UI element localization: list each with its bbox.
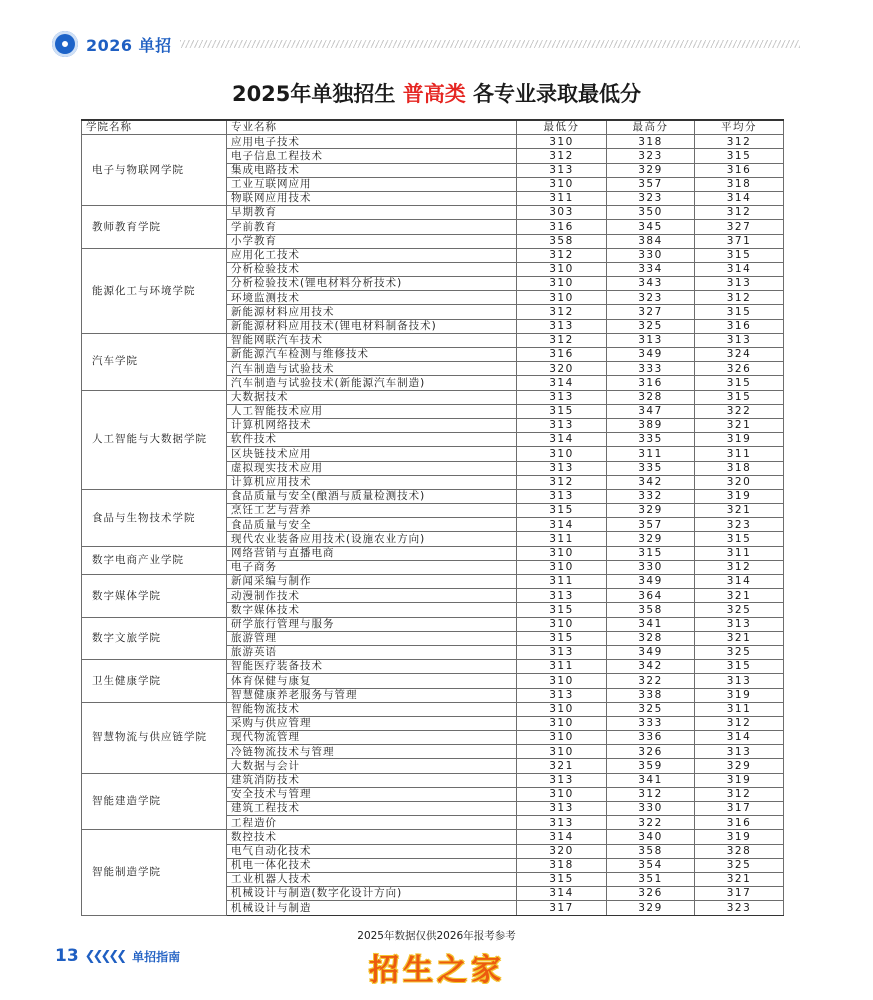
max-score-cell: 341 xyxy=(607,617,695,631)
major-name-cell: 数字媒体技术 xyxy=(227,603,517,617)
college-name-cell: 食品与生物技术学院 xyxy=(82,489,227,546)
max-score-cell: 358 xyxy=(607,844,695,858)
min-score-cell: 310 xyxy=(517,787,607,801)
avg-score-cell: 328 xyxy=(695,844,784,858)
major-name-cell: 汽车制造与试验技术(新能源汽车制造) xyxy=(227,376,517,390)
avg-score-cell: 325 xyxy=(695,858,784,872)
min-score-cell: 313 xyxy=(517,489,607,503)
major-name-cell: 计算机应用技术 xyxy=(227,475,517,489)
max-score-cell: 330 xyxy=(607,248,695,262)
major-name-cell: 区块链技术应用 xyxy=(227,447,517,461)
min-score-cell: 310 xyxy=(517,447,607,461)
min-score-cell: 312 xyxy=(517,305,607,319)
max-score-cell: 329 xyxy=(607,504,695,518)
table-row xyxy=(82,773,784,787)
major-name-cell: 人工智能技术应用 xyxy=(227,404,517,418)
major-name-cell: 网络营销与直播电商 xyxy=(227,546,517,560)
min-score-cell: 321 xyxy=(517,759,607,773)
min-score-cell: 313 xyxy=(517,645,607,659)
max-score-cell: 350 xyxy=(607,206,695,220)
avg-score-cell: 315 xyxy=(695,376,784,390)
max-score-cell: 358 xyxy=(607,603,695,617)
watermark: 招生之家 xyxy=(369,953,505,988)
page-number: 13 xyxy=(55,946,79,966)
table-row xyxy=(82,617,784,631)
major-name-cell: 智能医疗装备技术 xyxy=(227,660,517,674)
max-score-cell: 329 xyxy=(607,901,695,915)
max-score-cell: 342 xyxy=(607,475,695,489)
college-name-cell: 教师教育学院 xyxy=(82,206,227,249)
max-score-cell: 342 xyxy=(607,660,695,674)
major-name-cell: 工程造价 xyxy=(227,816,517,830)
table-body xyxy=(82,135,784,915)
avg-score-cell: 314 xyxy=(695,731,784,745)
min-score-cell: 313 xyxy=(517,688,607,702)
min-score-cell: 358 xyxy=(517,234,607,248)
max-score-cell: 323 xyxy=(607,191,695,205)
max-score-cell: 335 xyxy=(607,433,695,447)
col-header-max: 最高分 xyxy=(607,120,695,135)
max-score-cell: 329 xyxy=(607,163,695,177)
max-score-cell: 326 xyxy=(607,745,695,759)
major-name-cell: 建筑工程技术 xyxy=(227,802,517,816)
col-header-avg: 平均分 xyxy=(695,120,784,135)
min-score-cell: 310 xyxy=(517,546,607,560)
major-name-cell: 机械设计与制造 xyxy=(227,901,517,915)
major-name-cell: 应用电子技术 xyxy=(227,135,517,149)
min-score-cell: 314 xyxy=(517,376,607,390)
major-name-cell: 智能物流技术 xyxy=(227,702,517,716)
college-name-cell: 智慧物流与供应链学院 xyxy=(82,702,227,773)
major-name-cell: 电子商务 xyxy=(227,560,517,574)
max-score-cell: 322 xyxy=(607,816,695,830)
min-score-cell: 313 xyxy=(517,589,607,603)
avg-score-cell: 317 xyxy=(695,887,784,901)
college-name-cell: 人工智能与大数据学院 xyxy=(82,390,227,489)
avg-score-cell: 316 xyxy=(695,816,784,830)
avg-score-cell: 319 xyxy=(695,433,784,447)
title-highlight: 普高类 xyxy=(402,82,466,106)
avg-score-cell: 323 xyxy=(695,518,784,532)
major-name-cell: 机电一体化技术 xyxy=(227,858,517,872)
min-score-cell: 315 xyxy=(517,631,607,645)
footnote: 2025年数据仅供2026年报考参考 xyxy=(357,930,516,942)
table-row xyxy=(82,135,784,149)
max-score-cell: 328 xyxy=(607,390,695,404)
max-score-cell: 328 xyxy=(607,631,695,645)
avg-score-cell: 317 xyxy=(695,802,784,816)
min-score-cell: 313 xyxy=(517,773,607,787)
college-name-cell: 卫生健康学院 xyxy=(82,660,227,703)
major-name-cell: 食品质量与安全 xyxy=(227,518,517,532)
min-score-cell: 312 xyxy=(517,149,607,163)
page-header xyxy=(52,30,172,58)
major-name-cell: 旅游英语 xyxy=(227,645,517,659)
major-name-cell: 体育保健与康复 xyxy=(227,674,517,688)
avg-score-cell: 313 xyxy=(695,745,784,759)
min-score-cell: 313 xyxy=(517,390,607,404)
max-score-cell: 359 xyxy=(607,759,695,773)
avg-score-cell: 325 xyxy=(695,603,784,617)
avg-score-cell: 321 xyxy=(695,418,784,432)
avg-score-cell: 314 xyxy=(695,575,784,589)
avg-score-cell: 311 xyxy=(695,546,784,560)
min-score-cell: 315 xyxy=(517,603,607,617)
max-score-cell: 316 xyxy=(607,376,695,390)
avg-score-cell: 315 xyxy=(695,532,784,546)
col-header-min: 最低分 xyxy=(517,120,607,135)
max-score-cell: 357 xyxy=(607,177,695,191)
major-name-cell: 分析检验技术 xyxy=(227,262,517,276)
major-name-cell: 虚拟现实技术应用 xyxy=(227,461,517,475)
min-score-cell: 313 xyxy=(517,319,607,333)
min-score-cell: 310 xyxy=(517,731,607,745)
college-name-cell: 数字文旅学院 xyxy=(82,617,227,660)
min-score-cell: 314 xyxy=(517,518,607,532)
max-score-cell: 311 xyxy=(607,447,695,461)
max-score-cell: 345 xyxy=(607,220,695,234)
page-footer xyxy=(55,946,180,966)
min-score-cell: 310 xyxy=(517,277,607,291)
major-name-cell: 新能源材料应用技术(锂电材料制备技术) xyxy=(227,319,517,333)
avg-score-cell: 327 xyxy=(695,220,784,234)
min-score-cell: 313 xyxy=(517,163,607,177)
min-score-cell: 315 xyxy=(517,872,607,886)
min-score-cell: 310 xyxy=(517,135,607,149)
avg-score-cell: 312 xyxy=(695,787,784,801)
admission-score-table xyxy=(81,119,784,916)
title-prefix: 2025年单独招生 xyxy=(231,82,403,106)
max-score-cell: 354 xyxy=(607,858,695,872)
avg-score-cell: 315 xyxy=(695,390,784,404)
avg-score-cell: 371 xyxy=(695,234,784,248)
table-row xyxy=(82,390,784,404)
avg-score-cell: 315 xyxy=(695,660,784,674)
min-score-cell: 311 xyxy=(517,532,607,546)
col-header-major: 专业名称 xyxy=(227,120,517,135)
max-score-cell: 315 xyxy=(607,546,695,560)
min-score-cell: 312 xyxy=(517,475,607,489)
max-score-cell: 333 xyxy=(607,362,695,376)
table-row xyxy=(82,830,784,844)
max-score-cell: 333 xyxy=(607,716,695,730)
max-score-cell: 364 xyxy=(607,589,695,603)
major-name-cell: 工业互联网应用 xyxy=(227,177,517,191)
avg-score-cell: 319 xyxy=(695,773,784,787)
major-name-cell: 现代物流管理 xyxy=(227,731,517,745)
major-name-cell: 汽车制造与试验技术 xyxy=(227,362,517,376)
major-name-cell: 机械设计与制造(数字化设计方向) xyxy=(227,887,517,901)
avg-score-cell: 329 xyxy=(695,759,784,773)
max-score-cell: 323 xyxy=(607,149,695,163)
max-score-cell: 336 xyxy=(607,731,695,745)
table-header-row xyxy=(82,120,784,135)
table-row xyxy=(82,333,784,347)
max-score-cell: 335 xyxy=(607,461,695,475)
avg-score-cell: 316 xyxy=(695,163,784,177)
page-title xyxy=(0,78,873,108)
avg-score-cell: 314 xyxy=(695,191,784,205)
footer-label: 单招指南 xyxy=(132,949,181,964)
major-name-cell: 学前教育 xyxy=(227,220,517,234)
avg-score-cell: 314 xyxy=(695,262,784,276)
major-name-cell: 集成电路技术 xyxy=(227,163,517,177)
max-score-cell: 322 xyxy=(607,674,695,688)
major-name-cell: 建筑消防技术 xyxy=(227,773,517,787)
max-score-cell: 325 xyxy=(607,702,695,716)
table-row xyxy=(82,702,784,716)
max-score-cell: 341 xyxy=(607,773,695,787)
avg-score-cell: 319 xyxy=(695,830,784,844)
max-score-cell: 325 xyxy=(607,319,695,333)
major-name-cell: 现代农业装备应用技术(设施农业方向) xyxy=(227,532,517,546)
min-score-cell: 310 xyxy=(517,262,607,276)
min-score-cell: 317 xyxy=(517,901,607,915)
major-name-cell: 工业机器人技术 xyxy=(227,872,517,886)
college-name-cell: 电子与物联网学院 xyxy=(82,135,227,206)
max-score-cell: 349 xyxy=(607,645,695,659)
college-name-cell: 能源化工与环境学院 xyxy=(82,248,227,333)
min-score-cell: 310 xyxy=(517,702,607,716)
max-score-cell: 332 xyxy=(607,489,695,503)
major-name-cell: 环境监测技术 xyxy=(227,291,517,305)
major-name-cell: 烹饪工艺与营养 xyxy=(227,504,517,518)
avg-score-cell: 312 xyxy=(695,206,784,220)
table-row xyxy=(82,206,784,220)
min-score-cell: 314 xyxy=(517,830,607,844)
avg-score-cell: 311 xyxy=(695,447,784,461)
college-name-cell: 智能建造学院 xyxy=(82,773,227,830)
max-score-cell: 349 xyxy=(607,348,695,362)
major-name-cell: 分析检验技术(锂电材料分析技术) xyxy=(227,277,517,291)
max-score-cell: 343 xyxy=(607,277,695,291)
min-score-cell: 311 xyxy=(517,575,607,589)
avg-score-cell: 312 xyxy=(695,135,784,149)
avg-score-cell: 321 xyxy=(695,631,784,645)
major-name-cell: 电气自动化技术 xyxy=(227,844,517,858)
max-score-cell: 357 xyxy=(607,518,695,532)
max-score-cell: 330 xyxy=(607,802,695,816)
max-score-cell: 340 xyxy=(607,830,695,844)
max-score-cell: 313 xyxy=(607,333,695,347)
min-score-cell: 313 xyxy=(517,461,607,475)
major-name-cell: 软件技术 xyxy=(227,433,517,447)
min-score-cell: 310 xyxy=(517,617,607,631)
avg-score-cell: 326 xyxy=(695,362,784,376)
min-score-cell: 320 xyxy=(517,362,607,376)
min-score-cell: 311 xyxy=(517,660,607,674)
min-score-cell: 310 xyxy=(517,291,607,305)
avg-score-cell: 313 xyxy=(695,674,784,688)
max-score-cell: 327 xyxy=(607,305,695,319)
min-score-cell: 303 xyxy=(517,206,607,220)
max-score-cell: 312 xyxy=(607,787,695,801)
header-title: 2026 单招 xyxy=(86,35,172,55)
avg-score-cell: 324 xyxy=(695,348,784,362)
major-name-cell: 电子信息工程技术 xyxy=(227,149,517,163)
max-score-cell: 347 xyxy=(607,404,695,418)
min-score-cell: 314 xyxy=(517,433,607,447)
avg-score-cell: 319 xyxy=(695,489,784,503)
major-name-cell: 研学旅行管理与服务 xyxy=(227,617,517,631)
major-name-cell: 计算机网络技术 xyxy=(227,418,517,432)
col-header-college: 学院名称 xyxy=(82,120,227,135)
max-score-cell: 330 xyxy=(607,560,695,574)
min-score-cell: 316 xyxy=(517,220,607,234)
table-row xyxy=(82,248,784,262)
major-name-cell: 新闻采编与制作 xyxy=(227,575,517,589)
min-score-cell: 315 xyxy=(517,504,607,518)
table-row xyxy=(82,489,784,503)
avg-score-cell: 321 xyxy=(695,589,784,603)
max-score-cell: 318 xyxy=(607,135,695,149)
title-suffix: 各专业录取最低分 xyxy=(465,82,642,106)
college-name-cell: 汽车学院 xyxy=(82,333,227,390)
avg-score-cell: 315 xyxy=(695,305,784,319)
avg-score-cell: 313 xyxy=(695,277,784,291)
min-score-cell: 310 xyxy=(517,745,607,759)
max-score-cell: 329 xyxy=(607,532,695,546)
min-score-cell: 314 xyxy=(517,887,607,901)
chevrons-icon: ❮❮❮❮❮ xyxy=(84,948,125,964)
min-score-cell: 315 xyxy=(517,404,607,418)
avg-score-cell: 318 xyxy=(695,177,784,191)
avg-score-cell: 322 xyxy=(695,404,784,418)
min-score-cell: 310 xyxy=(517,716,607,730)
major-name-cell: 新能源汽车检测与维修技术 xyxy=(227,348,517,362)
major-name-cell: 早期教育 xyxy=(227,206,517,220)
college-name-cell: 数字媒体学院 xyxy=(82,575,227,618)
avg-score-cell: 323 xyxy=(695,901,784,915)
major-name-cell: 旅游管理 xyxy=(227,631,517,645)
major-name-cell: 冷链物流技术与管理 xyxy=(227,745,517,759)
avg-score-cell: 321 xyxy=(695,872,784,886)
avg-score-cell: 311 xyxy=(695,702,784,716)
avg-score-cell: 316 xyxy=(695,319,784,333)
major-name-cell: 采购与供应管理 xyxy=(227,716,517,730)
avg-score-cell: 315 xyxy=(695,149,784,163)
min-score-cell: 320 xyxy=(517,844,607,858)
major-name-cell: 小学教育 xyxy=(227,234,517,248)
table-row xyxy=(82,546,784,560)
major-name-cell: 新能源材料应用技术 xyxy=(227,305,517,319)
max-score-cell: 323 xyxy=(607,291,695,305)
max-score-cell: 384 xyxy=(607,234,695,248)
max-score-cell: 389 xyxy=(607,418,695,432)
avg-score-cell: 312 xyxy=(695,291,784,305)
major-name-cell: 大数据技术 xyxy=(227,390,517,404)
avg-score-cell: 313 xyxy=(695,617,784,631)
avg-score-cell: 325 xyxy=(695,645,784,659)
header-hatch-divider xyxy=(180,40,800,48)
school-logo-icon xyxy=(52,31,78,57)
max-score-cell: 326 xyxy=(607,887,695,901)
college-name-cell: 数字电商产业学院 xyxy=(82,546,227,574)
min-score-cell: 310 xyxy=(517,674,607,688)
major-name-cell: 智慧健康养老服务与管理 xyxy=(227,688,517,702)
major-name-cell: 数控技术 xyxy=(227,830,517,844)
min-score-cell: 312 xyxy=(517,333,607,347)
min-score-cell: 310 xyxy=(517,177,607,191)
major-name-cell: 应用化工技术 xyxy=(227,248,517,262)
avg-score-cell: 318 xyxy=(695,461,784,475)
min-score-cell: 310 xyxy=(517,560,607,574)
avg-score-cell: 320 xyxy=(695,475,784,489)
max-score-cell: 349 xyxy=(607,575,695,589)
min-score-cell: 318 xyxy=(517,858,607,872)
major-name-cell: 物联网应用技术 xyxy=(227,191,517,205)
table-row xyxy=(82,575,784,589)
min-score-cell: 313 xyxy=(517,816,607,830)
major-name-cell: 安全技术与管理 xyxy=(227,787,517,801)
min-score-cell: 311 xyxy=(517,191,607,205)
max-score-cell: 338 xyxy=(607,688,695,702)
avg-score-cell: 313 xyxy=(695,333,784,347)
max-score-cell: 334 xyxy=(607,262,695,276)
avg-score-cell: 319 xyxy=(695,688,784,702)
major-name-cell: 食品质量与安全(酿酒与质量检测技术) xyxy=(227,489,517,503)
avg-score-cell: 312 xyxy=(695,560,784,574)
major-name-cell: 动漫制作技术 xyxy=(227,589,517,603)
major-name-cell: 智能网联汽车技术 xyxy=(227,333,517,347)
max-score-cell: 351 xyxy=(607,872,695,886)
avg-score-cell: 315 xyxy=(695,248,784,262)
avg-score-cell: 312 xyxy=(695,716,784,730)
min-score-cell: 316 xyxy=(517,348,607,362)
college-name-cell: 智能制造学院 xyxy=(82,830,227,915)
min-score-cell: 313 xyxy=(517,802,607,816)
table-row xyxy=(82,660,784,674)
major-name-cell: 大数据与会计 xyxy=(227,759,517,773)
avg-score-cell: 321 xyxy=(695,504,784,518)
min-score-cell: 313 xyxy=(517,418,607,432)
min-score-cell: 312 xyxy=(517,248,607,262)
